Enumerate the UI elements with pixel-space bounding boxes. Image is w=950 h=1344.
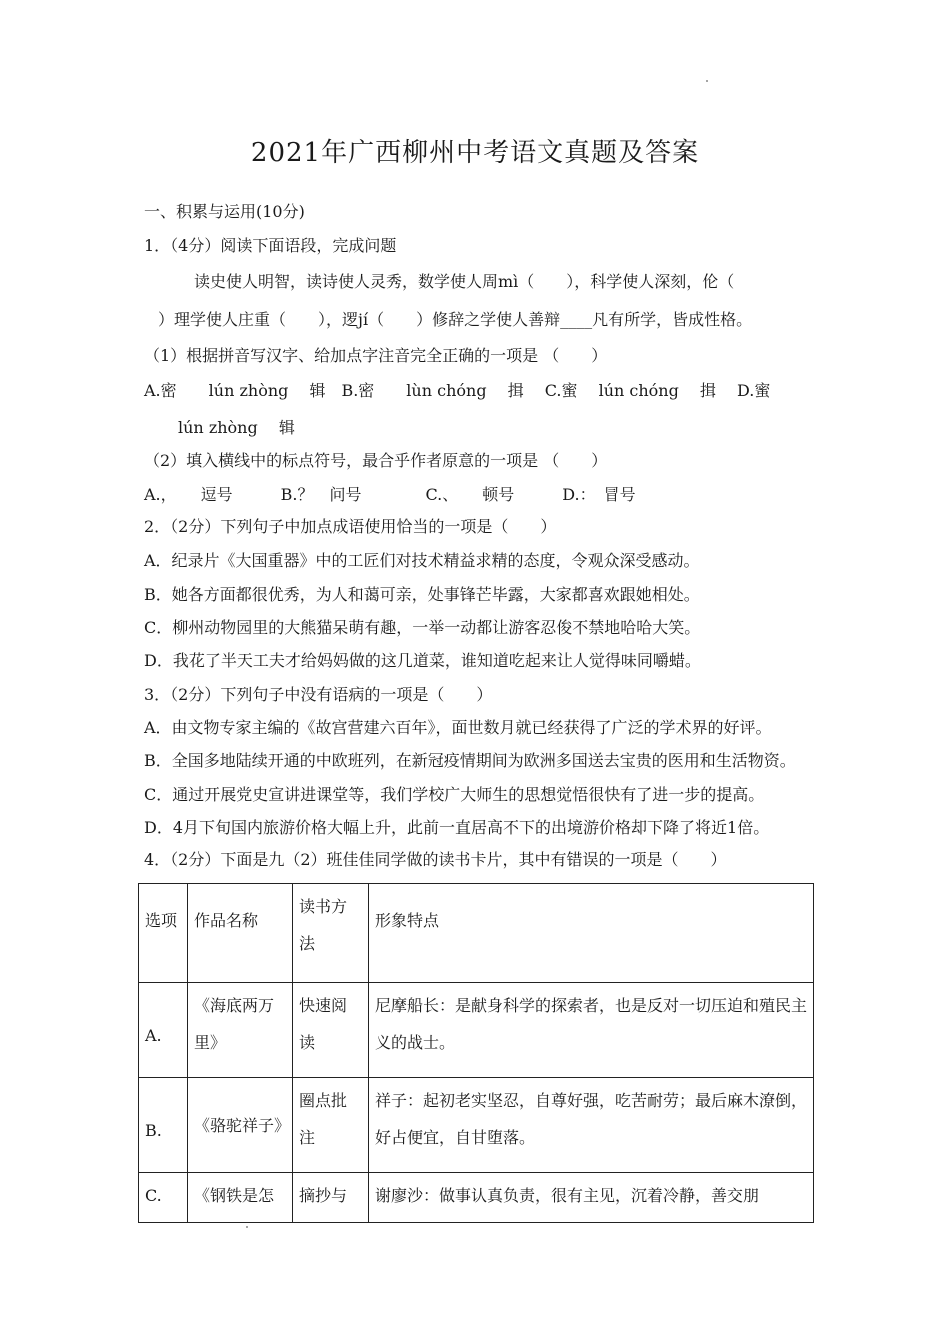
subquestion-1: （1）根据拼音写汉字、给加点字注音完全正确的一项是 （ ） xyxy=(144,346,608,365)
row-method: 圈点批注 xyxy=(293,1078,369,1173)
question-3-option-c: C．通过开展党史宣讲进课堂等，我们学校广大师生的思想觉悟很快有了进一步的提高。 xyxy=(144,785,765,804)
question-3-option-b: B．全国多地陆续开通的中欧班列，在新冠疫情期间为欧洲多国送去宝贵的医用和生活物资。 xyxy=(144,751,796,770)
subquestion-2: （2）填入横线中的标点符号，最合乎作者原意的一项是 （ ） xyxy=(144,451,608,470)
row-option: C. xyxy=(139,1173,188,1223)
subquestion-1-options-cont: lún zhòng 辑 xyxy=(178,418,295,437)
header-option: 选项 xyxy=(139,884,188,983)
question-2-option-a: A．纪录片《大国重器》中的工匠们对技术精益求精的态度，令观众深受感动。 xyxy=(144,551,700,570)
row-traits: 谢廖沙：做事认真负责，很有主见，沉着冷静，善交朋 xyxy=(369,1173,814,1223)
scan-speck-bottom xyxy=(246,1226,248,1228)
question-4-stem: 4．（2分）下面是九（2）班佳佳同学做的读书卡片，其中有错误的一项是（ ） xyxy=(144,850,727,869)
subquestion-1-options: A.密 lún zhòng 辑 B.密 lùn chóng 揖 C.蜜 lún chóng 揖 D.蜜 xyxy=(144,381,771,400)
page-title: 2021年广西柳州中考语文真题及答案 xyxy=(250,138,700,168)
passage-line-2: ）理学使人庄重（ ），逻jí（ ）修辞之学使人善辩____凡有所学，皆成性格。 xyxy=(158,310,753,329)
question-3-option-d: D．4月下旬国内旅游价格大幅上升，此前一直居高不下的出境游价格却下降了将近1倍。 xyxy=(144,818,770,837)
row-method: 快速阅读 xyxy=(293,983,369,1078)
question-1-stem: 1．（4分）阅读下面语段，完成问题 xyxy=(144,236,397,255)
table-row xyxy=(139,983,814,1078)
row-work: 《海底两万里》 xyxy=(188,983,293,1078)
row-work: 《骆驼祥子》 xyxy=(188,1078,293,1173)
row-option: A. xyxy=(139,983,188,1078)
question-2-option-d: D．我花了半天工夫才给妈妈做的这几道菜，谁知道吃起来让人觉得味同嚼蜡。 xyxy=(144,651,701,670)
header-work: 作品名称 xyxy=(188,884,293,983)
question-3-option-a: A．由文物专家主编的《故宫营建六百年》，面世数月就已经获得了广泛的学术界的好评。 xyxy=(144,718,772,737)
table-row xyxy=(139,1078,814,1173)
header-method: 读书方法 xyxy=(293,884,369,983)
section-heading: 一、积累与运用(10分) xyxy=(144,202,305,221)
header-traits: 形象特点 xyxy=(369,884,814,983)
row-traits: 祥子：起初老实坚忍，自尊好强，吃苦耐劳；最后麻木潦倒，好占便宜，自甘堕落。 xyxy=(369,1078,814,1173)
question-2-stem: 2．（2分）下列句子中加点成语使用恰当的一项是（ ） xyxy=(144,517,557,536)
subquestion-2-options: A.， 逗号 B.？ 问号 C.、 顿号 D.： 冒号 xyxy=(144,485,636,504)
scan-speck-top xyxy=(706,80,708,82)
row-work: 《钢铁是怎 xyxy=(188,1173,293,1223)
question-2-option-c: C．柳州动物园里的大熊猫呆萌有趣，一举一动都让游客忍俊不禁地哈哈大笑。 xyxy=(144,618,701,637)
table-row xyxy=(139,1173,814,1223)
row-traits: 尼摩船长：是献身科学的探索者，也是反对一切压迫和殖民主义的战士。 xyxy=(369,983,814,1078)
row-method: 摘抄与 xyxy=(293,1173,369,1223)
passage-line-1: 读史使人明智，读诗使人灵秀，数学使人周mì（ ），科学使人深刻，伦（ xyxy=(194,272,735,291)
question-3-stem: 3．（2分）下列句子中没有语病的一项是（ ） xyxy=(144,685,493,704)
row-option: B. xyxy=(139,1078,188,1173)
table-header-row xyxy=(139,884,814,983)
question-2-option-b: B．她各方面都很优秀，为人和蔼可亲，处事锋芒毕露，大家都喜欢跟她相处。 xyxy=(144,585,700,604)
reading-card-table xyxy=(138,883,814,1223)
